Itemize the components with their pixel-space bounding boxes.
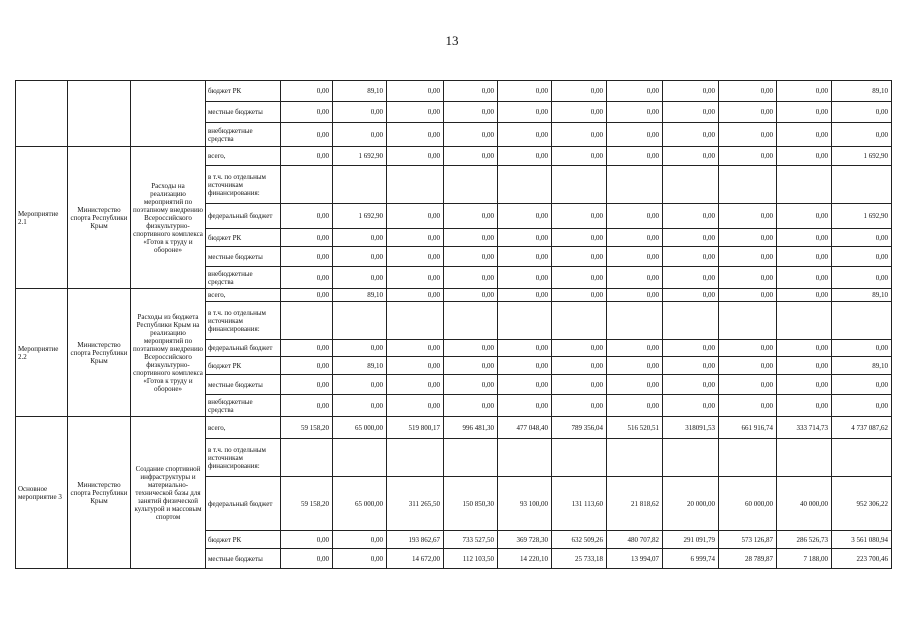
source-cell: местные бюджеты	[206, 549, 281, 569]
value-cell: 0,00	[498, 267, 552, 289]
value-cell: 0,00	[719, 229, 777, 247]
value-cell: 0,00	[444, 123, 498, 147]
value-cell	[777, 302, 832, 340]
value-cell	[832, 166, 892, 204]
value-cell: 0,00	[719, 340, 777, 357]
value-cell: 0,00	[552, 375, 607, 395]
value-cell: 0,00	[832, 123, 892, 147]
value-cell: 0,00	[777, 81, 832, 102]
value-cell: 0,00	[552, 340, 607, 357]
source-cell: местные бюджеты	[206, 102, 281, 123]
value-cell: 318091,53	[663, 417, 719, 439]
source-cell: всего,	[206, 289, 281, 302]
value-cell: 0,00	[777, 340, 832, 357]
page-number: 13	[445, 33, 459, 48]
value-cell: 291 091,79	[663, 531, 719, 549]
value-cell: 519 800,17	[387, 417, 444, 439]
value-cell: 0,00	[607, 229, 663, 247]
value-cell: 477 048,40	[498, 417, 552, 439]
value-cell: 0,00	[777, 289, 832, 302]
value-cell: 0,00	[281, 395, 333, 417]
value-cell: 14 220,10	[498, 549, 552, 569]
value-cell: 573 126,87	[719, 531, 777, 549]
budget-table	[15, 80, 892, 569]
value-cell: 0,00	[281, 81, 333, 102]
value-cell: 0,00	[444, 229, 498, 247]
value-cell: 0,00	[387, 340, 444, 357]
value-cell: 0,00	[387, 204, 444, 229]
value-cell: 996 481,30	[444, 417, 498, 439]
value-cell: 0,00	[281, 289, 333, 302]
value-cell: 0,00	[719, 81, 777, 102]
value-cell: 0,00	[444, 267, 498, 289]
value-cell: 0,00	[552, 102, 607, 123]
value-cell: 65 000,00	[333, 477, 387, 531]
value-cell: 0,00	[281, 375, 333, 395]
table-row	[16, 81, 892, 102]
table-row	[16, 417, 892, 439]
value-cell: 0,00	[444, 375, 498, 395]
value-cell: 0,00	[607, 247, 663, 267]
value-cell: 0,00	[498, 102, 552, 123]
table-row	[16, 289, 892, 302]
source-cell: внебюджетные средства	[206, 395, 281, 417]
value-cell: 0,00	[552, 147, 607, 166]
value-cell: 0,00	[281, 229, 333, 247]
value-cell	[607, 166, 663, 204]
source-cell: местные бюджеты	[206, 247, 281, 267]
value-cell: 0,00	[552, 123, 607, 147]
value-cell: 0,00	[663, 229, 719, 247]
value-cell: 0,00	[498, 204, 552, 229]
value-cell: 0,00	[832, 229, 892, 247]
value-cell: 0,00	[552, 357, 607, 375]
value-cell: 0,00	[607, 204, 663, 229]
value-cell: 0,00	[663, 357, 719, 375]
source-cell: бюджет РК	[206, 229, 281, 247]
value-cell: 0,00	[281, 123, 333, 147]
value-cell: 0,00	[333, 229, 387, 247]
value-cell: 93 100,00	[498, 477, 552, 531]
value-cell: 0,00	[719, 357, 777, 375]
value-cell	[333, 302, 387, 340]
value-cell	[777, 439, 832, 477]
value-cell: 0,00	[607, 357, 663, 375]
value-cell: 0,00	[719, 147, 777, 166]
event-cell: Основное мероприятие 3	[16, 417, 68, 569]
value-cell: 0,00	[777, 123, 832, 147]
value-cell	[387, 439, 444, 477]
executor-cell: Министерство спорта Республики Крым	[68, 147, 131, 289]
description-cell	[131, 81, 206, 147]
description-cell: Создание спортивной инфраструктуры и материально-технической базы для занятий физической культурой и массовым спортом	[131, 417, 206, 569]
value-cell: 0,00	[333, 267, 387, 289]
value-cell: 311 265,50	[387, 477, 444, 531]
value-cell: 0,00	[281, 357, 333, 375]
value-cell	[444, 439, 498, 477]
value-cell: 0,00	[832, 267, 892, 289]
value-cell: 0,00	[552, 81, 607, 102]
value-cell: 0,00	[777, 395, 832, 417]
value-cell: 0,00	[333, 102, 387, 123]
value-cell: 0,00	[777, 102, 832, 123]
value-cell: 0,00	[663, 204, 719, 229]
executor-cell	[68, 81, 131, 147]
value-cell	[444, 166, 498, 204]
value-cell: 0,00	[281, 204, 333, 229]
value-cell: 0,00	[333, 247, 387, 267]
value-cell: 0,00	[387, 395, 444, 417]
value-cell: 0,00	[387, 267, 444, 289]
value-cell: 1 692,90	[333, 204, 387, 229]
value-cell: 0,00	[498, 229, 552, 247]
value-cell	[663, 302, 719, 340]
value-cell: 0,00	[333, 375, 387, 395]
value-cell: 6 999,74	[663, 549, 719, 569]
value-cell: 0,00	[498, 123, 552, 147]
source-cell: всего,	[206, 147, 281, 166]
value-cell	[607, 439, 663, 477]
value-cell: 0,00	[663, 147, 719, 166]
value-cell: 0,00	[333, 340, 387, 357]
value-cell: 0,00	[607, 375, 663, 395]
value-cell: 0,00	[333, 531, 387, 549]
value-cell: 0,00	[832, 102, 892, 123]
value-cell: 0,00	[281, 549, 333, 569]
value-cell: 0,00	[387, 357, 444, 375]
value-cell: 0,00	[498, 289, 552, 302]
value-cell: 0,00	[832, 375, 892, 395]
value-cell: 0,00	[281, 340, 333, 357]
value-cell	[607, 302, 663, 340]
value-cell	[832, 302, 892, 340]
value-cell: 0,00	[719, 247, 777, 267]
value-cell: 0,00	[607, 123, 663, 147]
value-cell: 14 672,00	[387, 549, 444, 569]
source-cell: в т.ч. по отдельным источникам финансирования:	[206, 302, 281, 340]
value-cell: 0,00	[498, 375, 552, 395]
value-cell: 0,00	[281, 247, 333, 267]
value-cell: 0,00	[607, 102, 663, 123]
value-cell: 0,00	[663, 340, 719, 357]
value-cell: 7 188,00	[777, 549, 832, 569]
value-cell: 0,00	[444, 357, 498, 375]
value-cell	[281, 166, 333, 204]
description-cell: Расходы на реализацию мероприятий по поэтапному внедрению Всероссийского физкультурно-спортивного комплекса «Готов к труду и обороне»	[131, 147, 206, 289]
value-cell: 0,00	[663, 395, 719, 417]
value-cell: 112 103,50	[444, 549, 498, 569]
source-cell: всего,	[206, 417, 281, 439]
value-cell: 0,00	[387, 81, 444, 102]
value-cell: 0,00	[444, 395, 498, 417]
value-cell: 0,00	[281, 102, 333, 123]
value-cell: 0,00	[498, 147, 552, 166]
value-cell	[281, 439, 333, 477]
value-cell: 333 714,73	[777, 417, 832, 439]
value-cell	[552, 439, 607, 477]
value-cell: 0,00	[281, 267, 333, 289]
value-cell: 0,00	[281, 531, 333, 549]
value-cell: 0,00	[444, 289, 498, 302]
value-cell	[552, 166, 607, 204]
value-cell: 0,00	[552, 267, 607, 289]
value-cell: 0,00	[607, 340, 663, 357]
value-cell: 0,00	[387, 102, 444, 123]
value-cell: 89,10	[333, 289, 387, 302]
value-cell: 0,00	[777, 375, 832, 395]
value-cell: 1 692,90	[333, 147, 387, 166]
value-cell: 0,00	[498, 81, 552, 102]
value-cell: 89,10	[832, 357, 892, 375]
source-cell: федеральный бюджет	[206, 477, 281, 531]
value-cell: 223 700,46	[832, 549, 892, 569]
value-cell: 1 692,90	[832, 204, 892, 229]
value-cell	[498, 439, 552, 477]
value-cell: 0,00	[663, 267, 719, 289]
value-cell: 89,10	[832, 81, 892, 102]
value-cell: 0,00	[281, 147, 333, 166]
value-cell: 0,00	[719, 267, 777, 289]
value-cell: 89,10	[832, 289, 892, 302]
value-cell: 0,00	[444, 147, 498, 166]
value-cell: 0,00	[498, 247, 552, 267]
value-cell	[552, 302, 607, 340]
value-cell	[663, 166, 719, 204]
value-cell: 0,00	[552, 289, 607, 302]
executor-cell: Министерство спорта Республики Крым	[68, 289, 131, 417]
value-cell: 0,00	[552, 204, 607, 229]
value-cell	[832, 439, 892, 477]
value-cell: 150 850,30	[444, 477, 498, 531]
value-cell: 60 000,00	[719, 477, 777, 531]
value-cell: 0,00	[333, 123, 387, 147]
value-cell: 0,00	[719, 204, 777, 229]
value-cell: 1 692,90	[832, 147, 892, 166]
executor-cell: Министерство спорта Республики Крым	[68, 417, 131, 569]
value-cell: 0,00	[719, 395, 777, 417]
value-cell: 3 561 080,94	[832, 531, 892, 549]
value-cell: 0,00	[387, 229, 444, 247]
value-cell: 0,00	[832, 340, 892, 357]
source-cell: бюджет РК	[206, 357, 281, 375]
value-cell: 0,00	[444, 81, 498, 102]
source-cell: внебюджетные средства	[206, 123, 281, 147]
value-cell	[444, 302, 498, 340]
value-cell: 661 916,74	[719, 417, 777, 439]
value-cell	[719, 439, 777, 477]
value-cell: 286 526,73	[777, 531, 832, 549]
value-cell: 0,00	[719, 102, 777, 123]
value-cell: 0,00	[552, 247, 607, 267]
value-cell: 0,00	[777, 229, 832, 247]
value-cell: 0,00	[552, 229, 607, 247]
source-cell: бюджет РК	[206, 531, 281, 549]
description-cell: Расходы из бюджета Республики Крым на реализацию мероприятий по поэтапному внедрению Всероссийского физкультурно-спортивного комплекса «Готов к труду и обороне»	[131, 289, 206, 417]
value-cell	[387, 302, 444, 340]
value-cell: 59 158,20	[281, 477, 333, 531]
value-cell: 0,00	[663, 123, 719, 147]
value-cell	[333, 439, 387, 477]
value-cell: 0,00	[552, 395, 607, 417]
value-cell: 632 509,26	[552, 531, 607, 549]
event-cell	[16, 81, 68, 147]
event-cell: Мероприятие 2.1	[16, 147, 68, 289]
value-cell: 733 527,50	[444, 531, 498, 549]
event-cell: Мероприятие 2.2	[16, 289, 68, 417]
value-cell: 28 789,87	[719, 549, 777, 569]
value-cell	[777, 166, 832, 204]
value-cell	[719, 166, 777, 204]
value-cell	[498, 302, 552, 340]
value-cell: 516 520,51	[607, 417, 663, 439]
value-cell: 0,00	[498, 395, 552, 417]
value-cell	[387, 166, 444, 204]
value-cell: 89,10	[333, 357, 387, 375]
value-cell: 0,00	[663, 102, 719, 123]
value-cell: 0,00	[387, 123, 444, 147]
value-cell: 0,00	[607, 289, 663, 302]
value-cell: 193 862,67	[387, 531, 444, 549]
value-cell: 0,00	[387, 289, 444, 302]
value-cell: 20 000,00	[663, 477, 719, 531]
value-cell: 25 733,18	[552, 549, 607, 569]
value-cell: 0,00	[444, 204, 498, 229]
value-cell: 369 728,30	[498, 531, 552, 549]
value-cell: 0,00	[777, 357, 832, 375]
value-cell: 0,00	[444, 247, 498, 267]
value-cell: 0,00	[719, 375, 777, 395]
value-cell: 0,00	[333, 395, 387, 417]
source-cell: местные бюджеты	[206, 375, 281, 395]
value-cell: 0,00	[832, 247, 892, 267]
value-cell: 0,00	[607, 81, 663, 102]
value-cell: 21 818,62	[607, 477, 663, 531]
value-cell: 4 737 087,62	[832, 417, 892, 439]
value-cell	[498, 166, 552, 204]
value-cell: 13 994,07	[607, 549, 663, 569]
value-cell: 0,00	[333, 549, 387, 569]
value-cell: 0,00	[607, 267, 663, 289]
value-cell: 0,00	[777, 204, 832, 229]
value-cell: 0,00	[663, 81, 719, 102]
value-cell	[719, 302, 777, 340]
value-cell: 0,00	[387, 375, 444, 395]
value-cell: 0,00	[663, 247, 719, 267]
value-cell: 0,00	[498, 340, 552, 357]
value-cell: 0,00	[719, 123, 777, 147]
value-cell: 0,00	[498, 357, 552, 375]
value-cell: 0,00	[777, 267, 832, 289]
source-cell: бюджет РК	[206, 81, 281, 102]
value-cell: 0,00	[444, 102, 498, 123]
value-cell: 0,00	[663, 375, 719, 395]
value-cell: 0,00	[832, 395, 892, 417]
value-cell: 0,00	[387, 247, 444, 267]
value-cell: 65 000,00	[333, 417, 387, 439]
source-cell: федеральный бюджет	[206, 204, 281, 229]
value-cell: 789 356,04	[552, 417, 607, 439]
source-cell: в т.ч. по отдельным источникам финансирования:	[206, 166, 281, 204]
table-row	[16, 147, 892, 166]
value-cell	[663, 439, 719, 477]
value-cell: 480 707,82	[607, 531, 663, 549]
value-cell: 0,00	[387, 147, 444, 166]
value-cell: 0,00	[663, 289, 719, 302]
value-cell: 0,00	[719, 289, 777, 302]
value-cell	[281, 302, 333, 340]
value-cell: 0,00	[607, 147, 663, 166]
value-cell	[333, 166, 387, 204]
value-cell: 40 000,00	[777, 477, 832, 531]
source-cell: в т.ч. по отдельным источникам финансирования:	[206, 439, 281, 477]
value-cell: 0,00	[607, 395, 663, 417]
value-cell: 89,10	[333, 81, 387, 102]
source-cell: федеральный бюджет	[206, 340, 281, 357]
value-cell: 952 306,22	[832, 477, 892, 531]
source-cell: внебюджетные средства	[206, 267, 281, 289]
value-cell: 0,00	[777, 147, 832, 166]
value-cell: 59 158,20	[281, 417, 333, 439]
value-cell: 0,00	[777, 247, 832, 267]
value-cell: 0,00	[444, 340, 498, 357]
value-cell: 131 113,60	[552, 477, 607, 531]
